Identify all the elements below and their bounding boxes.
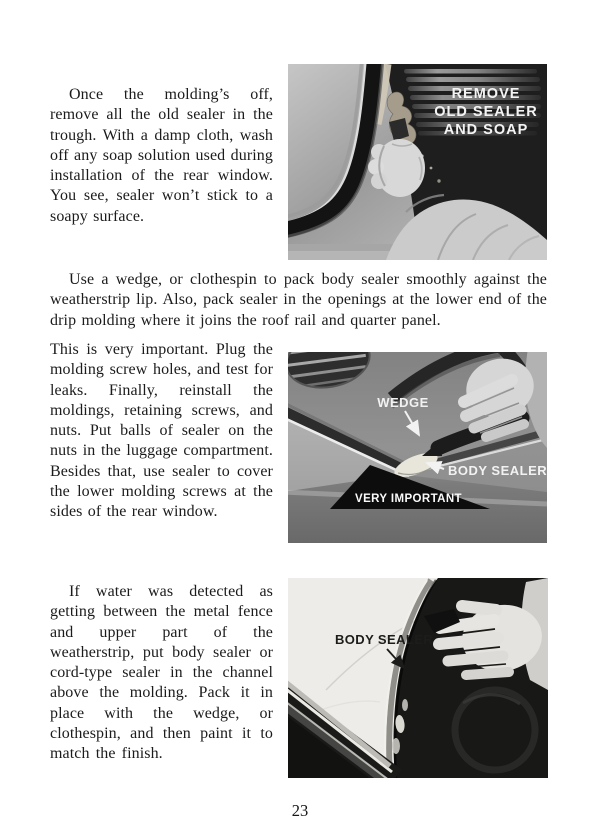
page-number: 23 [291, 801, 309, 820]
wedge-label: WEDGE [377, 395, 429, 410]
caption-line-old-sealer: OLD SEALER [434, 104, 538, 120]
hand-fist [368, 139, 425, 197]
paragraph-remove-old-sealer: Once the molding’s off, remove all the old sealer in the trough. With a damp cloth, wash off any soap solution used during installation of the rear window. You see, sealer won’t stick to a soapy surface. [50, 86, 273, 225]
channel-body-sealer-illustration [288, 578, 548, 778]
wedge-body-sealer-illustration [288, 352, 547, 543]
remove-old-sealer-illustration [288, 64, 547, 260]
paragraph-water-detected: If water was detected as getting between the metal fence and upper part of the weatherstrip, put body sealer or cord-type sealer in the channel above the molding. Pack it in place with the wedge, or clothespin, and then paint it to match the finish. [50, 583, 273, 763]
caption-line-and-soap: AND SOAP [443, 122, 529, 138]
body-sealer-label: BODY SEALER [335, 632, 434, 647]
photo-remove-old-sealer [288, 64, 547, 260]
body-sealer-label: BODY SEALER [448, 463, 547, 478]
very-important-label: VERY IMPORTANT [355, 493, 462, 505]
photo-channel-body-sealer [288, 578, 548, 778]
photo-wedge-body-sealer [288, 352, 547, 543]
caption-line-remove: REMOVE [451, 86, 521, 102]
paragraph-use-wedge-intro: Use a wedge, or clothespin to pack body sealer smoothly against the weatherstrip lip. Also, pack sealer in the openings at the lower end of the drip molding where it joins the roof rail and quarter panel. [50, 271, 547, 329]
paragraph-use-wedge-continued: This is very important. Plug the molding screw holes, and test for leaks. Finally, reinstall the moldings, retaining screws, and nuts. Put balls of sealer on the nuts in the luggage compartment. Besides that, use sealer to cover the lower molding screws at the sides of the rear window. [50, 341, 273, 521]
